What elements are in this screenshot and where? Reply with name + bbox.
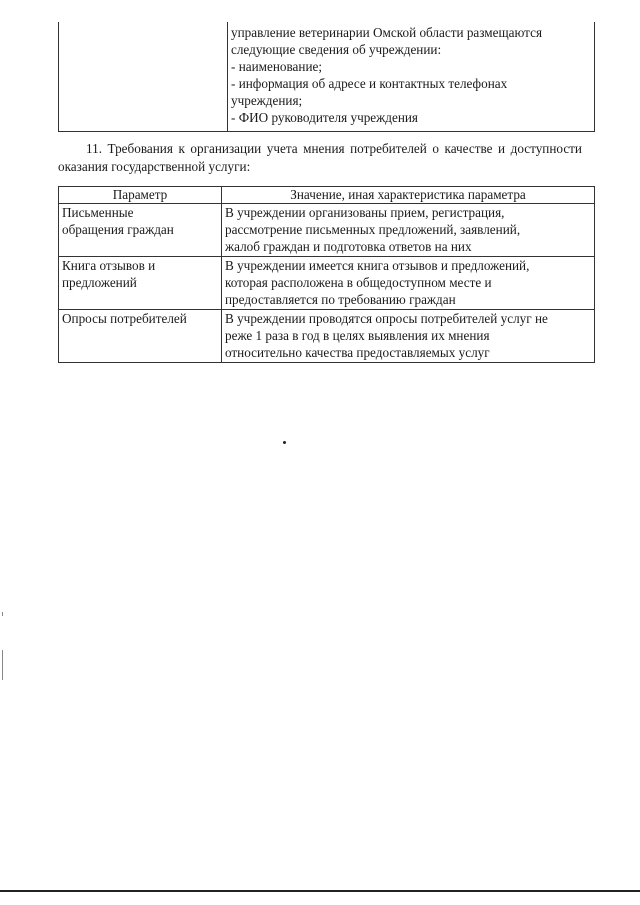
cell-line: В учреждении проводятся опросы потребителей услуг не	[225, 311, 548, 326]
cell-line: которая расположена в общедоступном месте и	[225, 275, 492, 290]
cell-line: обращения граждан	[62, 222, 174, 237]
value-cell	[222, 204, 595, 257]
cell-line: рассмотрение письменных предложений, заявлений,	[225, 222, 521, 237]
parameter-cell	[59, 310, 222, 363]
table-header-row	[59, 187, 595, 204]
value-cell	[222, 257, 595, 310]
parameter-cell	[59, 204, 222, 257]
empty-cell	[59, 22, 228, 132]
column-header-value: Значение, иная характеристика параметра	[222, 187, 595, 204]
cell-line: реже 1 раза в год в целях выявления их мнения	[225, 328, 490, 343]
cell-line: В учреждении организованы прием, регистрация,	[225, 205, 505, 220]
table-row	[59, 257, 595, 310]
requirements-table	[58, 186, 595, 363]
cell-line: Письменные	[62, 205, 134, 220]
page-bottom-rule	[0, 890, 640, 892]
cell-line: предоставляется по требованию граждан	[225, 292, 456, 307]
scan-edge-mark	[2, 612, 3, 616]
cell-line: предложений	[62, 275, 137, 290]
section-paragraph: 11. Требования к организации учета мнения потребителей о качестве и доступности оказания государственной услуги:	[58, 141, 582, 174]
column-header-parameter: Параметр	[59, 187, 222, 204]
cell-line: - информация об адресе и контактных телефонах	[231, 76, 508, 91]
cell-line: управление ветеринарии Омской области размещаются	[231, 25, 543, 40]
cell-line: Опросы потребителей	[62, 311, 187, 326]
cell-line: - ФИО руководителя учреждения	[231, 110, 418, 125]
cell-line: жалоб граждан и подготовка ответов на них	[225, 239, 472, 254]
cell-line: относительно качества предоставляемых услуг	[225, 345, 490, 360]
table-row	[59, 22, 595, 132]
table-row	[59, 310, 595, 363]
scan-speck	[283, 441, 286, 444]
info-table	[58, 22, 595, 132]
cell-line: следующие сведения об учреждении:	[231, 42, 442, 57]
cell-line: В учреждении имеется книга отзывов и предложений,	[225, 258, 530, 273]
cell-line: Книга отзывов и	[62, 258, 156, 273]
cell-line: учреждения;	[231, 93, 303, 108]
parameter-cell	[59, 257, 222, 310]
table-row	[59, 204, 595, 257]
cell-line: - наименование;	[231, 59, 323, 74]
info-cell	[228, 22, 595, 132]
scan-edge-mark	[2, 650, 3, 680]
value-cell	[222, 310, 595, 363]
